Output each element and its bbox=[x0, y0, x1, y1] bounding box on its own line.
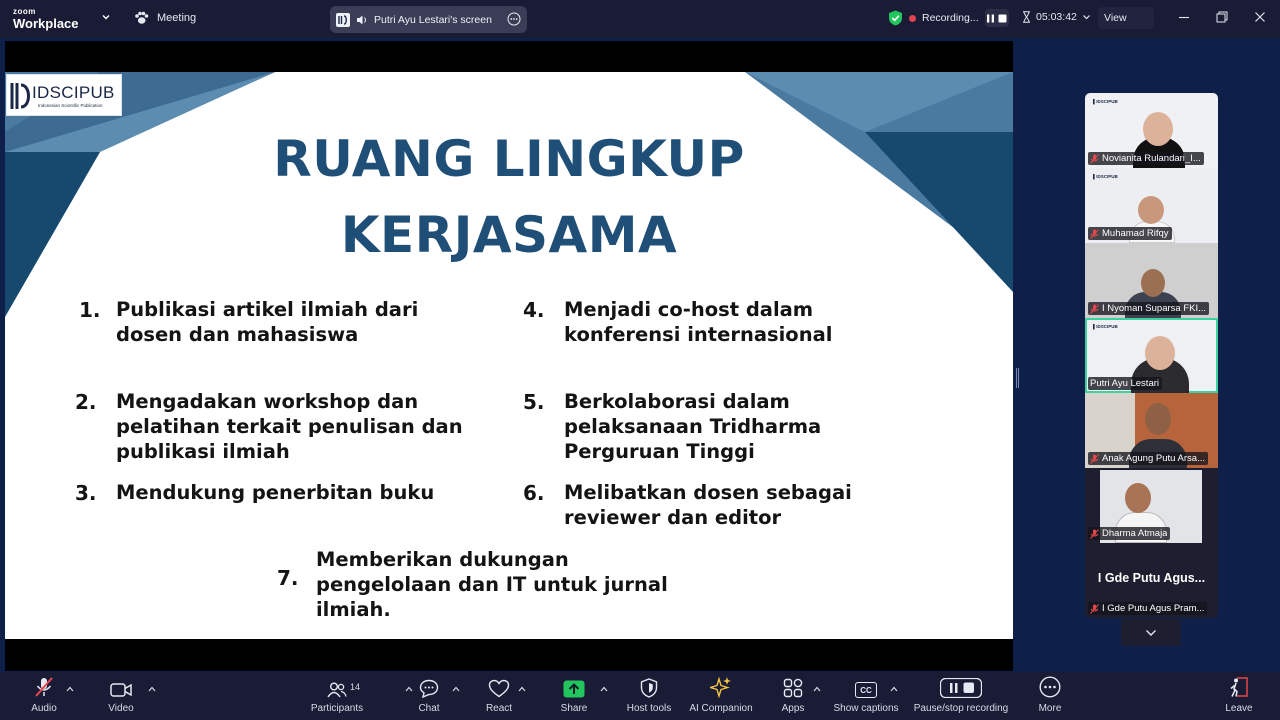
recording-dot-icon bbox=[909, 15, 916, 22]
speaker-icon bbox=[356, 14, 368, 26]
participants-icon bbox=[327, 682, 347, 698]
security-shield-icon[interactable] bbox=[888, 10, 903, 26]
list-item-text: Mengadakan workshop dan pelatihan terkait penulisan dan publikasi ilmiah bbox=[116, 390, 463, 463]
shield-icon bbox=[640, 678, 658, 698]
participant-name-chip bbox=[1088, 377, 1162, 390]
participant-name: Dharma Atmaja bbox=[1102, 528, 1168, 539]
view-button[interactable] bbox=[1098, 7, 1154, 29]
slide-title-line1: RUANG LINGKUP bbox=[273, 130, 745, 188]
share-screen-icon bbox=[563, 680, 585, 698]
participants-label: Participants bbox=[310, 703, 364, 714]
participant-name: Muhamad Rifqy bbox=[1102, 228, 1169, 239]
screen-share-label: Putri Ayu Lestari's screen bbox=[374, 13, 492, 26]
more-label: More bbox=[1038, 703, 1062, 714]
pause-stop-recording-button[interactable] bbox=[909, 672, 1013, 720]
host-tools-label: Host tools bbox=[626, 703, 672, 714]
audio-options-caret-icon[interactable] bbox=[66, 686, 74, 692]
share-label: Share bbox=[560, 703, 588, 714]
chat-options-caret-icon[interactable] bbox=[452, 686, 460, 692]
list-item-text: Menjadi co-host dalam konferensi internasional bbox=[564, 298, 833, 346]
more-dots-icon bbox=[1039, 676, 1061, 698]
list-item-text: Berkolaborasi dalam pelaksanaan Tridharma Perguruan Tinggi bbox=[564, 390, 822, 463]
participant-name-chip bbox=[1088, 527, 1170, 540]
participants-button[interactable] bbox=[307, 672, 367, 720]
participant-tile[interactable] bbox=[1085, 468, 1218, 543]
screen-share-pill[interactable] bbox=[330, 6, 527, 33]
ai-companion-button[interactable] bbox=[686, 672, 756, 720]
participant-tile[interactable] bbox=[1085, 168, 1218, 243]
participant-tile[interactable] bbox=[1085, 93, 1218, 168]
ai-companion-label: AI Companion bbox=[689, 703, 753, 714]
mic-muted-icon bbox=[1090, 604, 1099, 614]
chat-label: Chat bbox=[418, 703, 440, 714]
heart-icon bbox=[488, 679, 510, 698]
brand-workplace-text: Workplace bbox=[13, 16, 79, 31]
mic-muted-icon bbox=[1090, 154, 1099, 164]
host-tools-button[interactable] bbox=[622, 672, 676, 720]
more-options-icon[interactable] bbox=[507, 12, 521, 26]
participant-gallery bbox=[1085, 93, 1218, 618]
video-label: Video bbox=[108, 703, 134, 714]
apps-button[interactable] bbox=[773, 672, 813, 720]
idscipub-mini-logo: ▌IDSCIPUB bbox=[1093, 324, 1118, 329]
meeting-timer[interactable] bbox=[1022, 11, 1091, 23]
list-number: 1. bbox=[79, 298, 101, 322]
mic-muted-icon bbox=[1090, 529, 1099, 539]
pause-recording-icon[interactable] bbox=[986, 14, 995, 23]
mic-muted-icon bbox=[1090, 454, 1099, 464]
mic-muted-icon bbox=[1090, 304, 1099, 314]
list-number: 4. bbox=[523, 298, 545, 322]
captions-icon-text: CC bbox=[860, 685, 872, 695]
video-button[interactable] bbox=[101, 672, 141, 720]
show-more-participants-button[interactable] bbox=[1121, 619, 1181, 646]
participant-name: Putri Ayu Lestari bbox=[1090, 378, 1160, 389]
participant-name-chip bbox=[1088, 452, 1208, 465]
idscipub-logo bbox=[6, 74, 122, 116]
recording-controls bbox=[985, 9, 1009, 27]
zoom-workplace-logo bbox=[13, 8, 79, 30]
participant-tile[interactable] bbox=[1085, 243, 1218, 318]
video-options-caret-icon[interactable] bbox=[148, 686, 156, 692]
participant-name: I Nyoman Suparsa FKI... bbox=[1102, 303, 1207, 314]
apps-label: Apps bbox=[781, 703, 805, 714]
participant-display-name: I Gde Putu Agus... bbox=[1097, 571, 1206, 585]
view-label: View bbox=[1104, 12, 1127, 24]
participant-tile-active[interactable] bbox=[1085, 318, 1218, 393]
list-number: 5. bbox=[523, 390, 545, 414]
participant-name: I Gde Putu Agus Pram... bbox=[1102, 603, 1205, 614]
idscipub-share-icon bbox=[336, 13, 350, 27]
timer-value: 05:03:42 bbox=[1036, 11, 1077, 23]
close-icon[interactable] bbox=[1252, 9, 1268, 25]
leave-label: Leave bbox=[1225, 703, 1253, 714]
title-bar bbox=[0, 0, 1280, 38]
idscipub-mini-logo: ▌IDSCIPUB bbox=[1093, 174, 1118, 179]
chevron-down-icon bbox=[1145, 629, 1157, 637]
show-captions-label: Show captions bbox=[833, 703, 899, 714]
participant-name-chip bbox=[1088, 302, 1209, 315]
more-button[interactable] bbox=[1030, 672, 1070, 720]
restore-icon[interactable] bbox=[1214, 9, 1230, 25]
meeting-toolbar bbox=[0, 672, 1280, 720]
leave-door-icon bbox=[1228, 676, 1250, 698]
logo-text: IDSCIPUB bbox=[32, 83, 115, 102]
list-item-text: Memberikan dukungan pengelolaan dan IT untuk jurnal ilmiah. bbox=[316, 548, 668, 621]
participant-face bbox=[1138, 196, 1164, 224]
show-captions-button[interactable] bbox=[831, 672, 901, 720]
list-item-text: Mendukung penerbitan buku bbox=[116, 481, 435, 504]
chat-bubble-icon bbox=[419, 679, 439, 698]
stop-recording-icon[interactable] bbox=[998, 14, 1007, 23]
apps-options-caret-icon[interactable] bbox=[813, 686, 821, 692]
list-number: 7. bbox=[277, 566, 299, 590]
list-item-text: Publikasi artikel ilmiah dari dosen dan mahasiswa bbox=[116, 298, 419, 346]
meeting-menu[interactable] bbox=[134, 11, 196, 25]
recording-indicator bbox=[888, 9, 1009, 27]
chevron-down-icon[interactable] bbox=[101, 12, 111, 22]
react-label: React bbox=[485, 703, 513, 714]
participant-name: Novianita Rulandari_I... bbox=[1102, 153, 1201, 164]
mic-muted-icon bbox=[34, 676, 54, 698]
paw-icon bbox=[134, 11, 149, 25]
participant-name: Anak Agung Putu Arsa... bbox=[1102, 453, 1205, 464]
logo-subtitle: Indonesian Scientific Publication bbox=[38, 103, 103, 108]
participant-name-chip bbox=[1088, 602, 1207, 615]
brand-zoom-text: zoom bbox=[13, 7, 36, 16]
apps-grid-icon bbox=[783, 678, 803, 698]
pause-stop-recording-label: Pause/stop recording bbox=[913, 703, 1009, 714]
participant-tile[interactable] bbox=[1085, 393, 1218, 468]
audio-label: Audio bbox=[31, 703, 57, 714]
list-item-text: Melibatkan dosen sebagai reviewer dan editor bbox=[564, 481, 852, 529]
mic-muted-icon bbox=[1090, 229, 1099, 239]
participant-name-chip bbox=[1088, 227, 1172, 240]
list-number: 2. bbox=[75, 390, 97, 414]
shared-screen bbox=[5, 41, 1013, 671]
list-number: 6. bbox=[523, 481, 545, 505]
participant-face bbox=[1145, 336, 1175, 370]
react-options-caret-icon[interactable] bbox=[518, 686, 526, 692]
participant-face bbox=[1143, 112, 1173, 146]
list-number: 3. bbox=[75, 481, 97, 505]
participant-name-chip bbox=[1088, 152, 1204, 165]
leave-button[interactable] bbox=[1219, 672, 1259, 720]
idscipub-mark-icon bbox=[10, 81, 32, 111]
minimize-icon[interactable] bbox=[1176, 9, 1192, 25]
captions-icon bbox=[855, 682, 877, 698]
recording-label: Recording... bbox=[922, 12, 979, 24]
video-camera-icon bbox=[110, 682, 132, 698]
captions-options-caret-icon[interactable] bbox=[890, 686, 898, 692]
panel-resize-handle[interactable] bbox=[1016, 368, 1019, 388]
ai-sparkle-icon bbox=[710, 676, 732, 698]
share-options-caret-icon[interactable] bbox=[600, 686, 608, 692]
participant-face bbox=[1125, 483, 1151, 513]
pause-stop-recording-icon bbox=[940, 678, 982, 698]
slide-title-line2: KERJASAMA bbox=[340, 206, 678, 264]
share-button[interactable] bbox=[554, 672, 594, 720]
participant-face bbox=[1141, 269, 1165, 297]
participants-count-badge: 14 bbox=[350, 682, 361, 692]
idscipub-mini-logo: ▌IDSCIPUB bbox=[1093, 99, 1118, 104]
hourglass-icon bbox=[1022, 11, 1031, 23]
audio-button[interactable] bbox=[24, 672, 64, 720]
participant-face bbox=[1145, 403, 1171, 435]
meeting-label: Meeting bbox=[157, 12, 197, 24]
chat-button[interactable] bbox=[409, 672, 449, 720]
chevron-down-icon bbox=[1082, 13, 1091, 21]
presentation-slide bbox=[5, 72, 1013, 639]
react-button[interactable] bbox=[479, 672, 519, 720]
